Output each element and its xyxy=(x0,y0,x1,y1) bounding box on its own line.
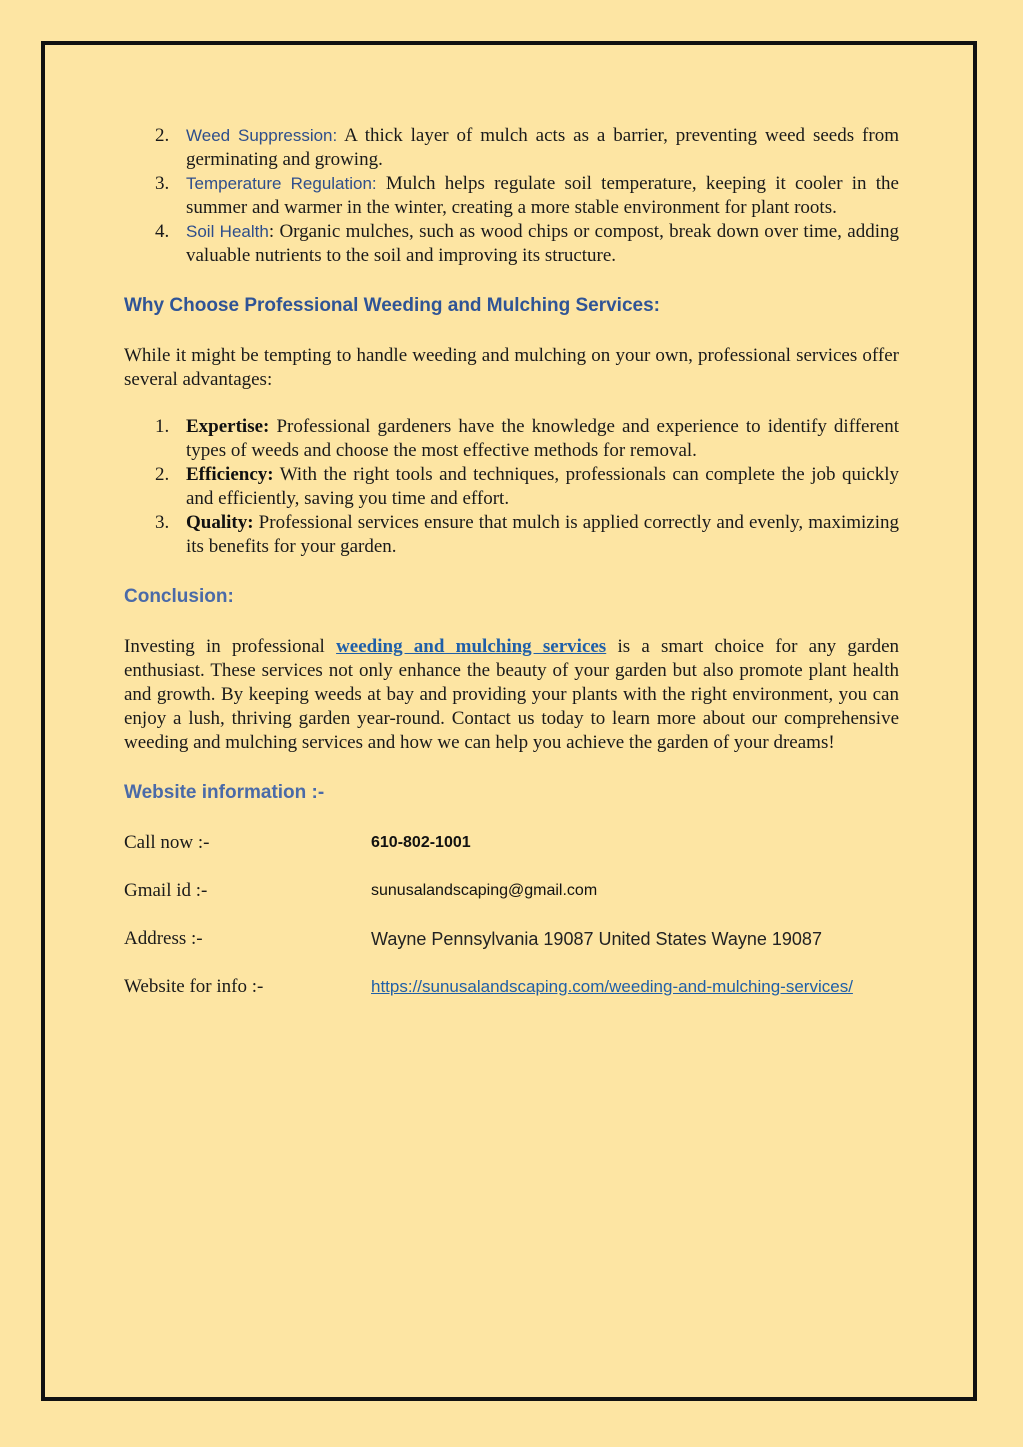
contact-row-address xyxy=(124,927,899,951)
why-choose-heading: Why Choose Professional Weeding and Mulching Services: xyxy=(124,295,660,316)
benefits-list xyxy=(124,124,899,268)
list-item xyxy=(124,124,899,172)
list-item xyxy=(124,415,899,463)
contact-row-website xyxy=(124,975,899,999)
list-item xyxy=(124,220,899,268)
list-number: 2. xyxy=(155,125,170,146)
website-link[interactable]: https://sunusalandscaping.com/weeding-and-mulching-services/ xyxy=(371,977,853,996)
contact-info xyxy=(124,831,899,999)
phone-number: 610-802-1001 xyxy=(371,834,471,851)
list-item xyxy=(124,511,899,559)
conclusion-text-after: is a smart choice for any garden enthusiast. These services not only enhance the beauty of your garden but also promote plant health and growth. By keeping weeds at bay and providing your plants with the right environment, you can enjoy a lush, thriving garden year-round. Contact us today to learn more about our comprehensive weeding and mulching services and how we can help you achieve the garden of your dreams! xyxy=(124,636,900,753)
list-item xyxy=(124,463,899,511)
list-number: 2. xyxy=(155,464,170,485)
address-label: Address :- xyxy=(124,928,203,949)
list-item-label: Quality: xyxy=(186,512,254,533)
why-intro-paragraph: While it might be tempting to handle weeding and mulching on your own, professional services offer several advantages: xyxy=(124,345,899,390)
list-item-label: Expertise: xyxy=(186,416,270,437)
list-number: 1. xyxy=(155,416,170,437)
website-information-heading: Website information :- xyxy=(124,782,325,803)
list-item-label: Temperature Regulation: xyxy=(186,174,377,193)
list-number: 3. xyxy=(155,173,170,194)
advantages-list xyxy=(124,415,899,559)
list-number: 3. xyxy=(155,512,170,533)
list-item-text: A thick layer of mulch acts as a barrier, preventing weed seeds from germinating and growing. xyxy=(186,125,899,170)
address-value: Wayne Pennsylvania 19087 United States Wayne 19087 xyxy=(371,929,822,949)
website-label: Website for info :- xyxy=(124,976,264,997)
list-item-text: Professional gardeners have the knowledge and experience to identify different types of weeds and choose the most effective methods for removal. xyxy=(186,416,899,461)
list-number: 4. xyxy=(155,221,170,242)
list-item-text: : Organic mulches, such as wood chips or compost, break down over time, adding valuable nutrients to the soil and improving its structure. xyxy=(186,221,900,266)
list-item-text: Professional services ensure that mulch is applied correctly and evenly, maximizing its benefits for your garden. xyxy=(186,512,899,557)
weeding-mulching-services-link[interactable]: weeding and mulching services xyxy=(336,636,607,657)
list-item-label: Weed Suppression: xyxy=(186,126,338,145)
list-item-text: With the right tools and techniques, professionals can complete the job quickly and efficiently, saving you time and effort. xyxy=(186,464,899,509)
list-item xyxy=(124,172,899,220)
list-item-text: Mulch helps regulate soil temperature, keeping it cooler in the summer and warmer in the winter, creating a more stable environment for plant roots. xyxy=(186,173,899,218)
conclusion-paragraph xyxy=(124,635,899,755)
list-item-label: Efficiency: xyxy=(186,464,274,485)
email-address: sunusalandscaping@gmail.com xyxy=(371,882,598,899)
document-body xyxy=(124,124,899,999)
conclusion-text-before: Investing in professional xyxy=(124,636,337,657)
gmail-label: Gmail id :- xyxy=(124,880,208,901)
call-now-label: Call now :- xyxy=(124,832,210,853)
conclusion-heading: Conclusion: xyxy=(124,586,234,607)
list-item-label: Soil Health xyxy=(186,222,269,241)
contact-row-phone xyxy=(124,831,899,855)
contact-row-email xyxy=(124,879,899,903)
